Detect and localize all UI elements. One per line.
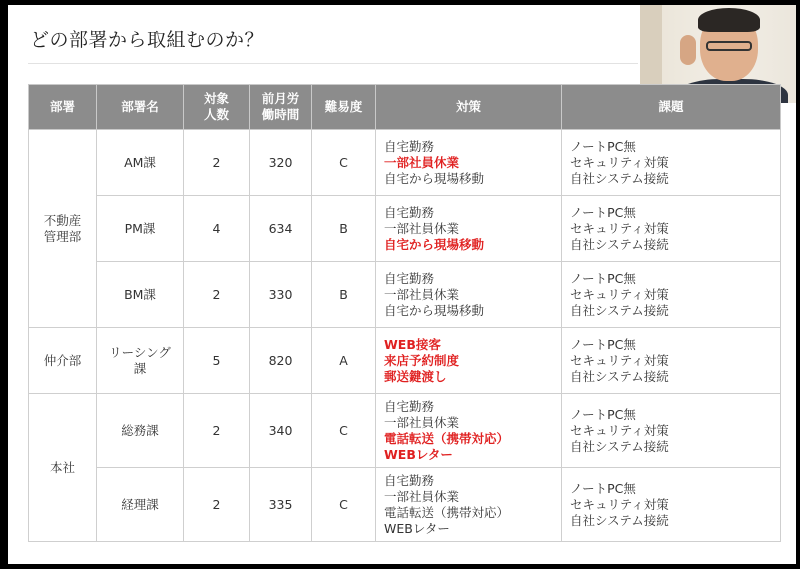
cell-hours: 320 — [250, 130, 312, 196]
cell-count: 2 — [184, 130, 250, 196]
cell-issues: ノートPC無 セキュリティ対策 自社システム接続 — [562, 468, 781, 542]
cell-section: 総務課 — [97, 394, 184, 468]
table-row — [29, 130, 781, 196]
cell-section: リーシング 課 — [97, 328, 184, 394]
cell-hours: 820 — [250, 328, 312, 394]
slide-title: どの部署から取組むのか？ — [30, 29, 265, 51]
cell-difficulty: C — [312, 394, 376, 468]
cell-count: 5 — [184, 328, 250, 394]
cell-measures: 自宅勤務 一部社員休業 電話転送（携帯対応） WEBレター — [376, 394, 562, 468]
header-issues: 課題 — [562, 85, 781, 130]
table-row — [29, 394, 781, 468]
table-row — [29, 262, 781, 328]
cell-hours: 340 — [250, 394, 312, 468]
cell-difficulty: B — [312, 262, 376, 328]
header-hours: 前月労 働時間 — [250, 85, 312, 130]
cell-count: 4 — [184, 196, 250, 262]
cell-count: 2 — [184, 468, 250, 542]
table-row — [29, 468, 781, 542]
department-table — [28, 84, 781, 542]
table-row — [29, 328, 781, 394]
cell-difficulty: C — [312, 130, 376, 196]
cell-difficulty: B — [312, 196, 376, 262]
cell-hours: 335 — [250, 468, 312, 542]
cell-issues: ノートPC無 セキュリティ対策 自社システム接続 — [562, 196, 781, 262]
cell-count: 2 — [184, 262, 250, 328]
cell-measures: 自宅勤務 一部社員休業 自宅から現場移動 — [376, 130, 562, 196]
table-header-row — [29, 85, 781, 130]
group-honsha: 本社 — [29, 394, 97, 542]
cell-difficulty: C — [312, 468, 376, 542]
table-row — [29, 196, 781, 262]
title-divider — [28, 63, 638, 64]
cell-measures: 自宅勤務 一部社員休業 電話転送（携帯対応） WEBレター — [376, 468, 562, 542]
cell-hours: 634 — [250, 196, 312, 262]
cell-issues: ノートPC無 セキュリティ対策 自社システム接続 — [562, 262, 781, 328]
cell-section: AM課 — [97, 130, 184, 196]
header-difficulty: 難易度 — [312, 85, 376, 130]
header-section: 部署名 — [97, 85, 184, 130]
cell-hours: 330 — [250, 262, 312, 328]
group-chukai: 仲介部 — [29, 328, 97, 394]
cell-section: PM課 — [97, 196, 184, 262]
cell-difficulty: A — [312, 328, 376, 394]
presentation-slide — [8, 5, 796, 564]
cell-issues: ノートPC無 セキュリティ対策 自社システム接続 — [562, 130, 781, 196]
group-fudosan: 不動産 管理部 — [29, 130, 97, 328]
header-dept: 部署 — [29, 85, 97, 130]
header-measures: 対策 — [376, 85, 562, 130]
cell-count: 2 — [184, 394, 250, 468]
cell-issues: ノートPC無 セキュリティ対策 自社システム接続 — [562, 394, 781, 468]
cell-section: 経理課 — [97, 468, 184, 542]
cell-section: BM課 — [97, 262, 184, 328]
cell-issues: ノートPC無 セキュリティ対策 自社システム接続 — [562, 328, 781, 394]
cell-measures: WEB接客 来店予約制度 郵送鍵渡し — [376, 328, 562, 394]
header-count: 対象 人数 — [184, 85, 250, 130]
cell-measures: 自宅勤務 一部社員休業 自宅から現場移動 — [376, 196, 562, 262]
cell-measures: 自宅勤務 一部社員休業 自宅から現場移動 — [376, 262, 562, 328]
